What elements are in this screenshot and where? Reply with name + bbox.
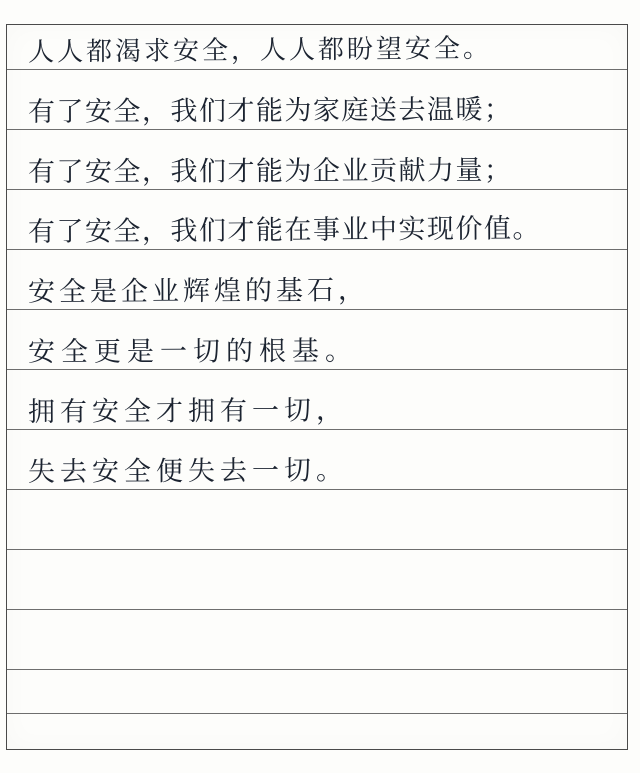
- handwritten-line-4: 有了安全，我们才能在事业中实现价值。: [27, 213, 542, 248]
- handwritten-line-6: 安全更是一切的根基。: [27, 335, 359, 368]
- handwritten-line-7: 拥有安全才拥有一切，: [27, 395, 349, 428]
- handwritten-line-8: 失去安全便失去一切。: [27, 455, 349, 488]
- handwriting-area: [6, 24, 628, 750]
- handwritten-line-3: 有了安全，我们才能为企业贡献力量；: [27, 155, 513, 188]
- handwritten-line-2: 有了安全，我们才能为家庭送去温暖；: [27, 94, 513, 128]
- handwritten-line-5: 安全是企业辉煌的基石，: [27, 275, 370, 308]
- handwritten-line-1: 人人都渴求安全，人人都盼望安全。: [27, 33, 493, 68]
